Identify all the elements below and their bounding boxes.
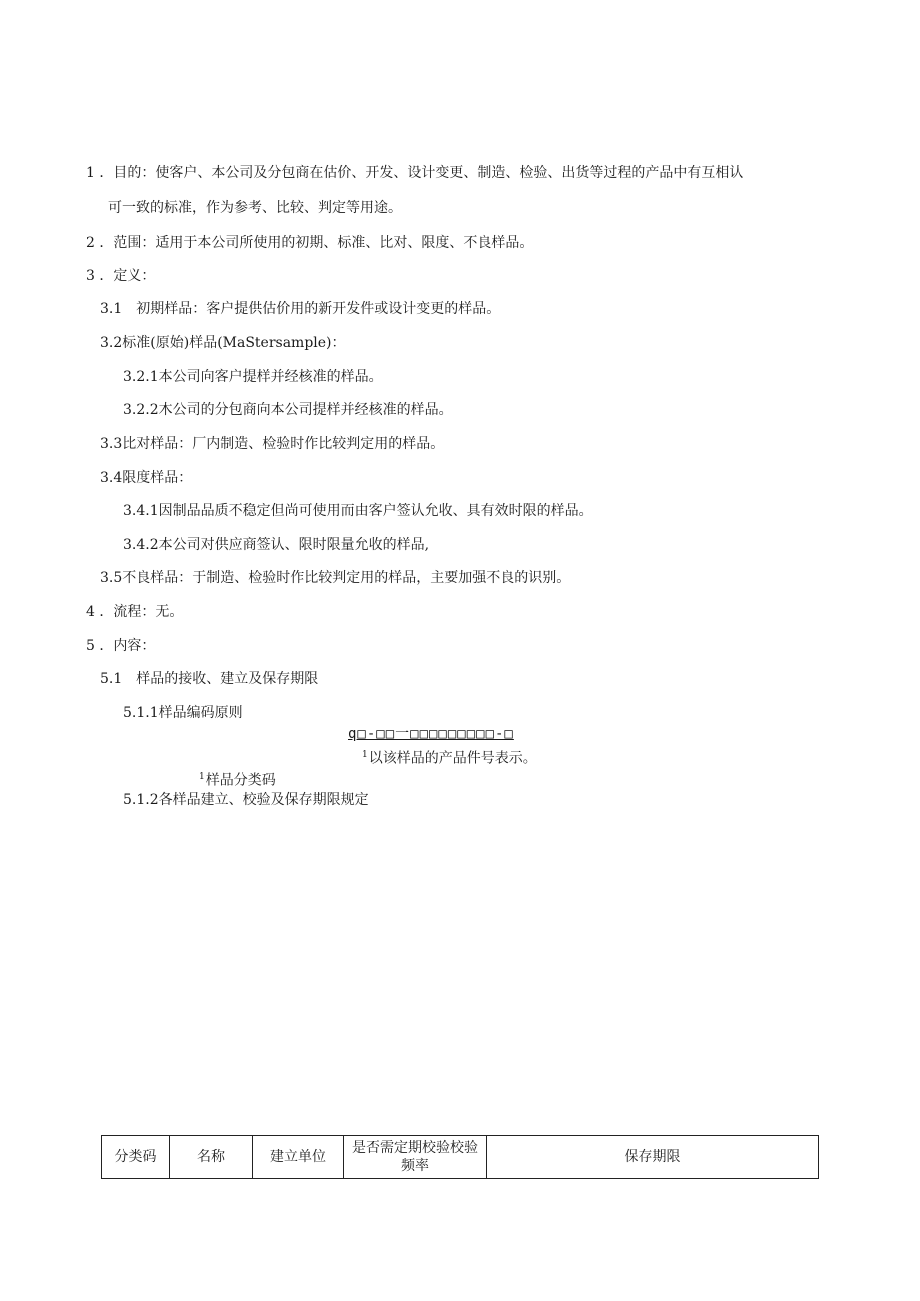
section-3-4-2: 3.4.2本公司对供应商签认、限时限量允收的样品, <box>123 537 430 553</box>
sample-retention-table <box>101 1135 819 1179</box>
section-3-1-initial-sample: 3.1 初期样品：客户提供估价用的新开发件或设计变更的样品。 <box>100 301 501 317</box>
section-3-4-limit-sample: 3.4限度样品： <box>100 470 193 486</box>
section-3-definitions: 3 ．定义： <box>86 268 156 284</box>
section-1-purpose-line-1: 1 ．目的：使客户、本公司及分包商在估价、开发、设计变更、制造、检验、出货等过程的产品中有互相认 <box>86 165 744 181</box>
table-header-cell: 保存期限 <box>487 1136 819 1179</box>
section-5-1-2: 5.1.2各样品建立、校验及保存期限规定 <box>123 792 369 808</box>
table-header-row <box>102 1136 819 1179</box>
section-5-1: 5.1 样品的接收、建立及保存期限 <box>100 671 319 687</box>
table-header-cell: 分类码 <box>102 1136 170 1179</box>
section-3-5-defect-sample: 3.5不良样品：于制造、检验时作比较判定用的样品，主要加强不良的识别。 <box>100 570 571 586</box>
section-3-2-1: 3.2.1本公司向客户提样并经核准的样品。 <box>123 369 383 385</box>
section-2-scope: 2 ．范围：适用于本公司所使用的初期、标准、比对、限度、不良样品。 <box>86 235 534 251</box>
section-5-1-1: 5.1.1样品编码原则 <box>123 705 243 721</box>
code-note-category <box>199 767 276 791</box>
table-header-cell: 名称 <box>170 1136 253 1179</box>
footnote-marker: 1 <box>362 750 368 760</box>
table-header-cell: 是否需定期校验校验频率 <box>344 1136 487 1179</box>
section-3-2-standard-sample: 3.2标准(原始)样品(MaStersample)： <box>100 335 346 351</box>
code-note-part-number <box>362 745 537 769</box>
sample-code-pattern: q□-□□一□□□□□□□□□-□ <box>348 726 514 742</box>
section-4-process: 4 ．流程：无。 <box>86 604 184 620</box>
section-3-3-comparison-sample: 3.3比对样品：厂内制造、检验时作比较判定用的样品。 <box>100 436 445 452</box>
table-header-cell: 建立单位 <box>253 1136 344 1179</box>
section-3-2-2: 3.2.2木公司的分包商向本公司提样并经核准的样品。 <box>123 402 453 418</box>
footnote-marker: 1 <box>199 772 205 782</box>
section-5-content: 5 ．内容： <box>86 638 156 654</box>
section-1-purpose-line-2: 可一致的标准，作为参考、比较、判定等用途。 <box>108 200 402 216</box>
section-3-4-1: 3.4.1因制品品质不稳定但尚可使用而由客户签认允收、具有效时限的样品。 <box>123 503 593 519</box>
code-note-category-text: 样品分类码 <box>205 772 276 789</box>
code-note-part-number-text: 以该样品的产品件号表示。 <box>368 750 537 767</box>
